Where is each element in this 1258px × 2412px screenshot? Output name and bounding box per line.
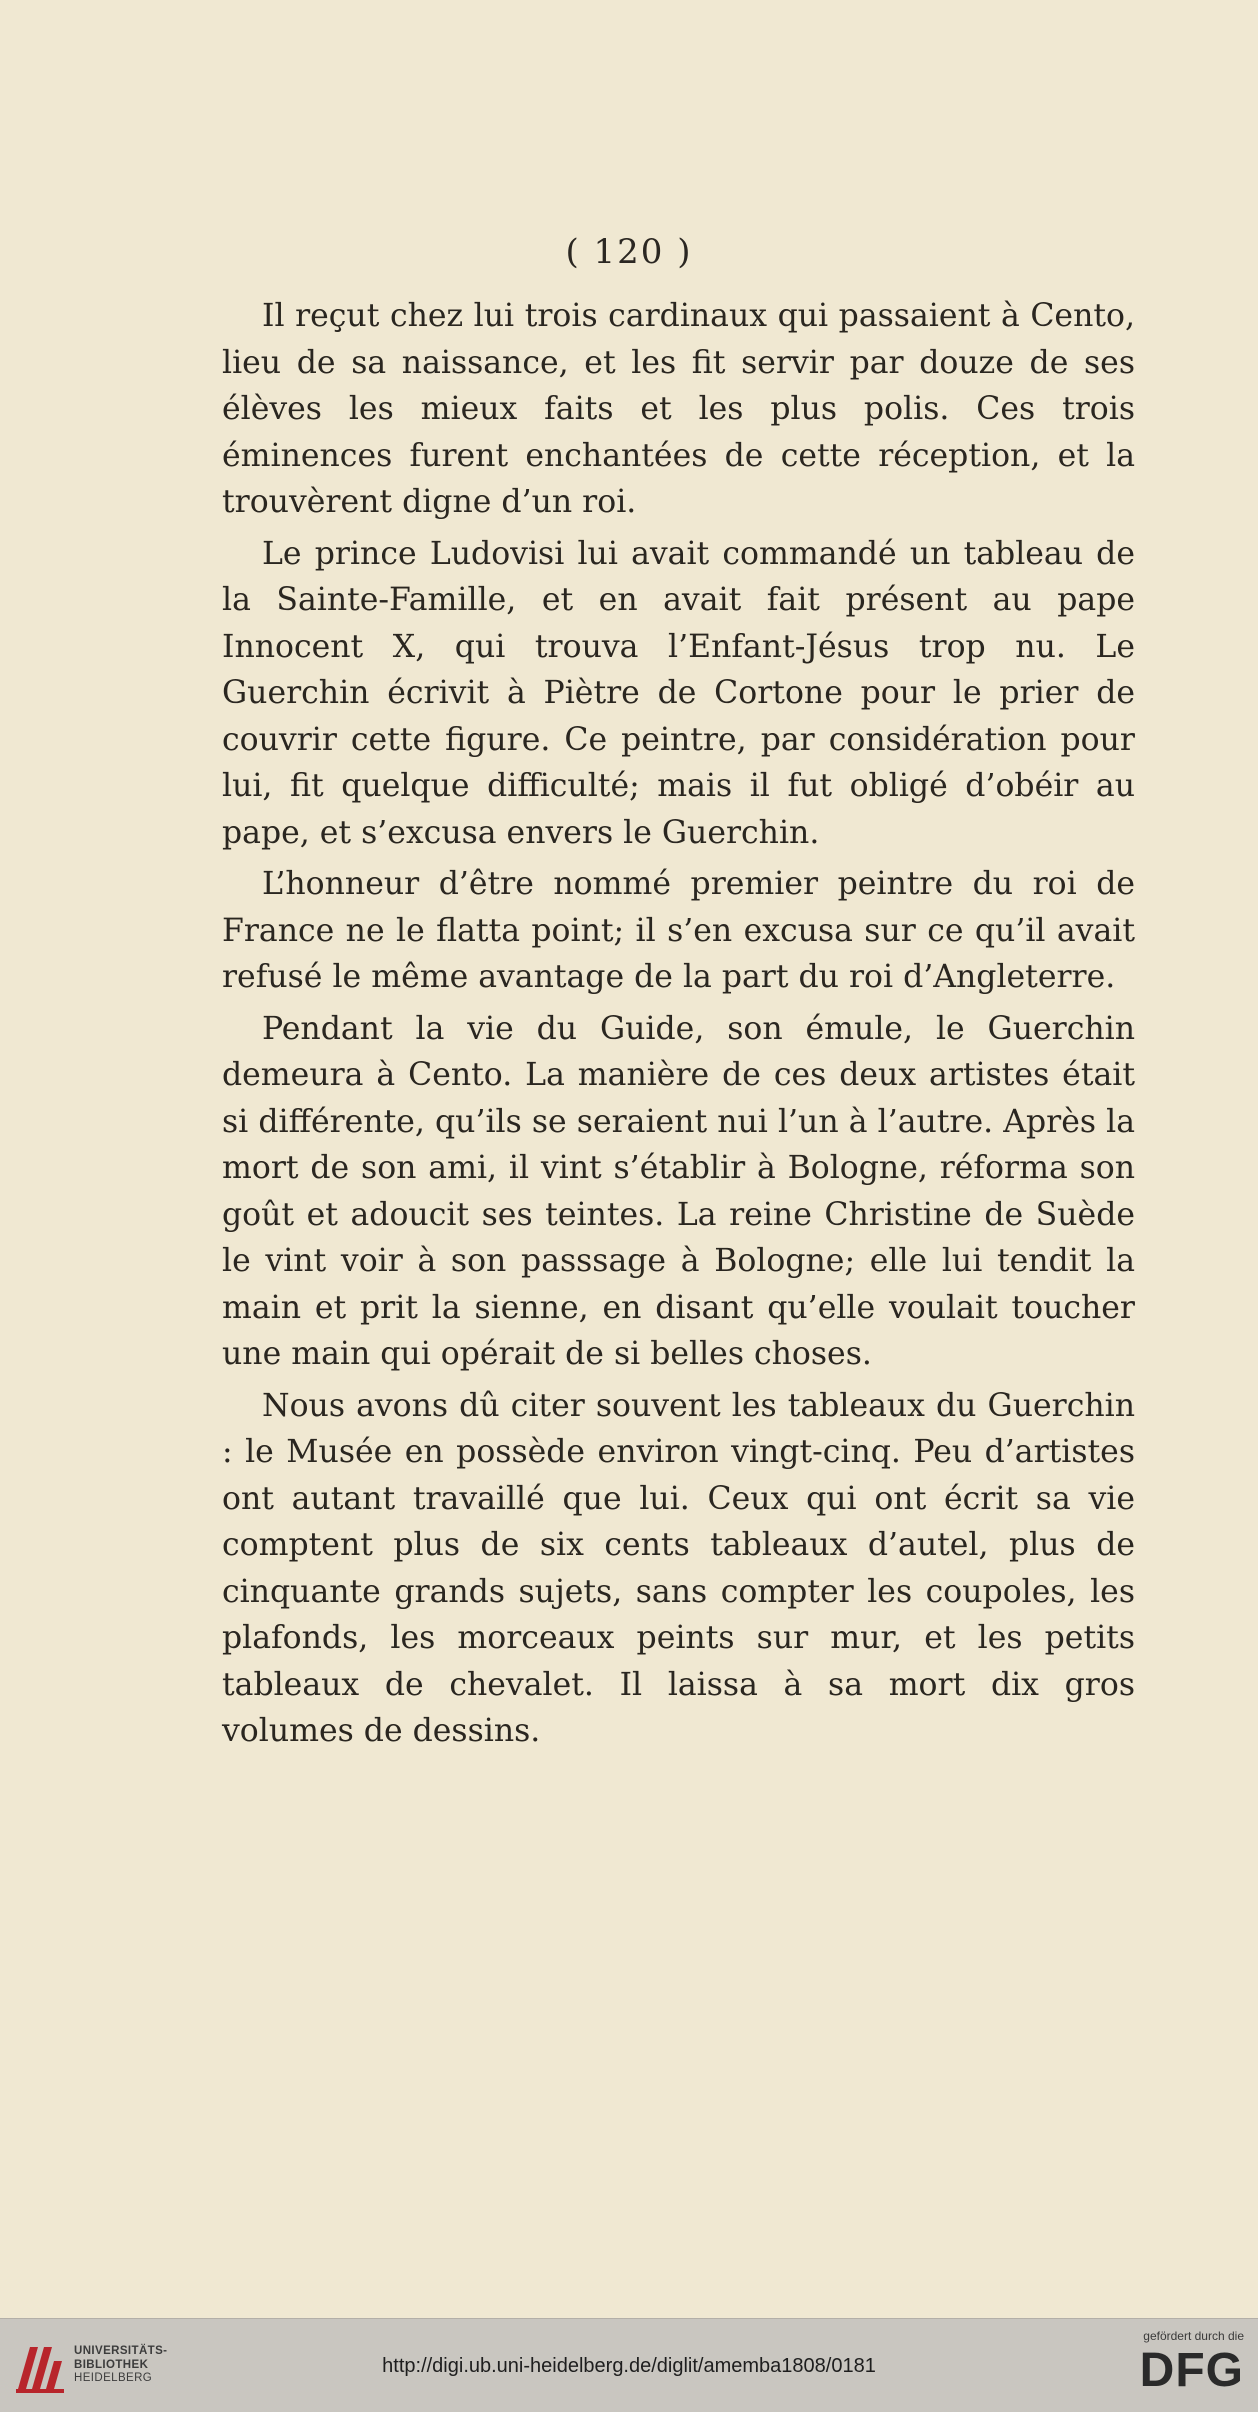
page-number: ( 120 ) [565, 232, 693, 272]
paragraph: Nous avons dû citer souvent les tableaux du Guerchin : le Musée en possède environ vingt-cinq. Peu d’artistes ont autant travaillé que lui. Ceux qui ont écrit sa vie comptent plus de six cents tableaux d’autel, plus de cinquante grands sujets, sans compter les coupoles, les plafonds, les morceaux peints sur mur, et les petits tableaux de chevalet. Il laissa à sa mort dix gros volumes de dessins. [222, 1387, 1135, 1749]
funder-block[interactable] [1104, 2329, 1244, 2395]
dfg-logo: DFG [1139, 2344, 1244, 2397]
library-name-line: BIBLIOTHEK [74, 2358, 149, 2371]
paragraph: Pendant la vie du Guide, son émule, le Guerchin demeura à Cento. La manière de ces deux artistes était si différente, qu’ils se seraient nui l’un à l’autre. Après la mort de son ami, il vint s’établir à Bologne, réforma son goût et adoucit ses teintes. La reine Christine de Suède le vint voir à son passsage à Bologne; elle lui tendit la main et prit la sienne, en disant qu’elle voulait toucher une main qui opérait de si belles choses. [222, 1010, 1135, 1372]
library-name-line: UNIVERSITÄTS- [74, 2345, 168, 2357]
permalink-url[interactable]: http://digi.ub.uni-heidelberg.de/diglit/amemba1808/0181 [382, 2355, 876, 2377]
paragraph: Il reçut chez lui trois cardinaux qui passaient à Cento, lieu de sa naissance, et les fit servir par douze de ses élèves les mieux faits et les plus polis. Ces trois éminences furent enchantées de cette réception, et la trouvèrent digne d’un roi. [222, 298, 1135, 520]
library-name-line: HEIDELBERG [74, 2372, 153, 2384]
page-text [222, 293, 1135, 1755]
funding-note: gefördert durch die [1143, 2329, 1244, 2343]
paragraph: Le prince Ludovisi lui avait commandé un tableau de la Sainte-Famille, et en avait fait présent au pape Innocent X, qui trouva l’Enfant-Jésus trop nu. Le Guerchin écrivit à Piètre de Cortone pour le prier de couvrir cette figure. Ce peintre, par considération pour lui, fit quelque difficulté; mais il fut obligé d’obéir au pape, et s’excusa envers le Guerchin. [222, 535, 1135, 851]
paragraph: L’honneur d’être nommé premier peintre du roi de France ne le flatta point; il s’en excusa sur ce qu’il avait refusé le même avantage de la part du roi d’Angleterre. [222, 866, 1135, 995]
footer-bar [0, 2318, 1258, 2412]
